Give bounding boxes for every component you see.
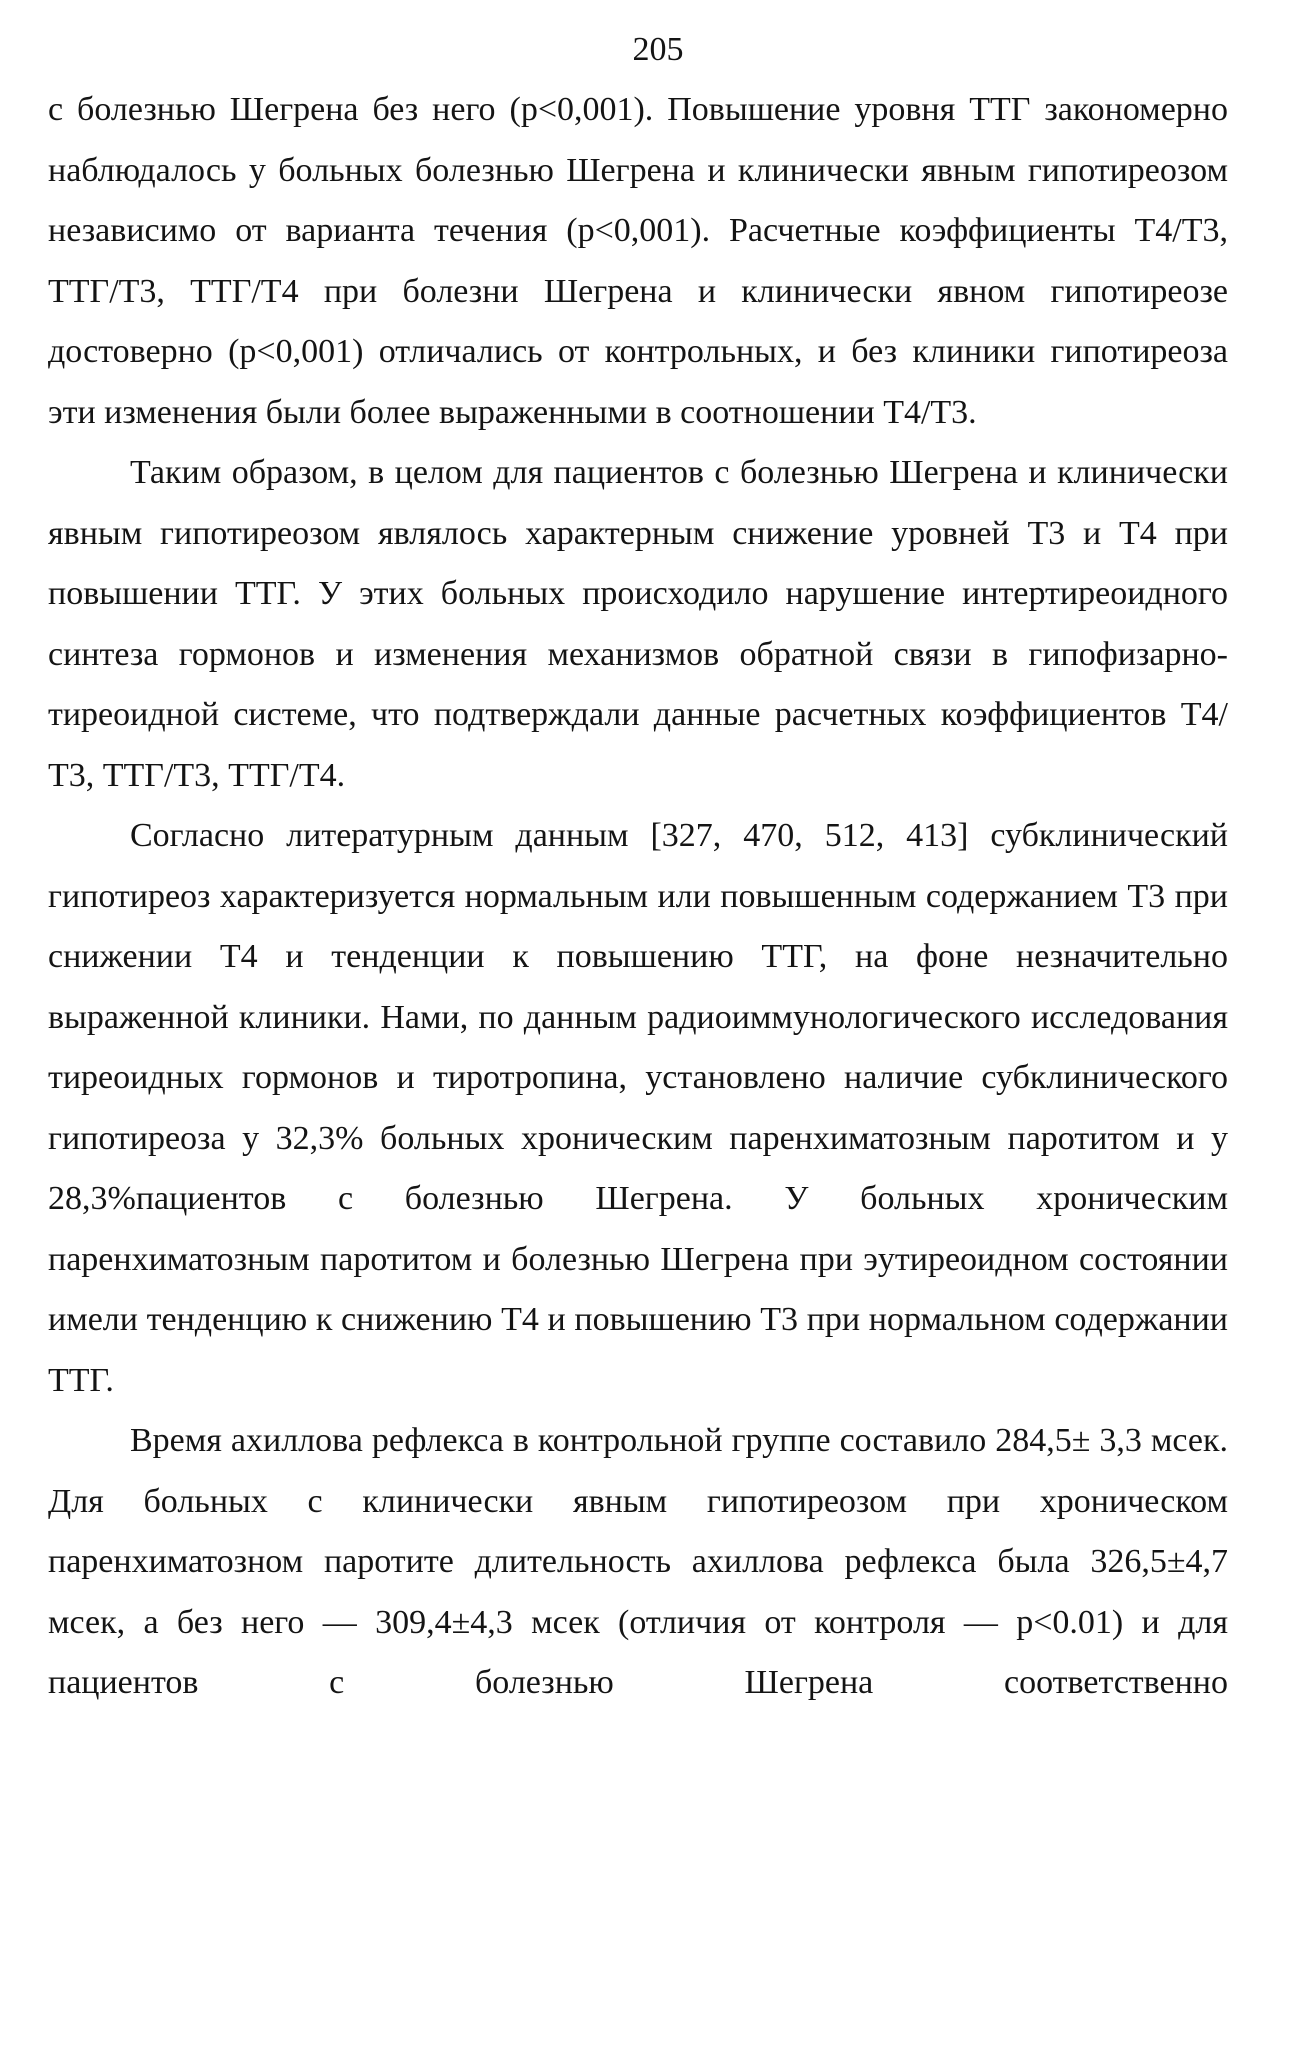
paragraph-1: с болезнью Шегрена без него (p<0,001). Повышение уровня ТТГ закономерно наблюдалось у больных болезнью Шегрена и клинически явным гипотиреозом независимо от варианта течения (p<0,001). Расчетные коэффициенты Т4/Т3, ТТГ/Т3, ТТГ/Т4 при болезни Шегрена и клинически явном гипотиреозе достоверно (p<0,001) отличались от контрольных, и без клиники гипотиреоза эти изменения были более выраженными в соотношении Т4/Т3. xyxy=(48,91,1228,431)
document-page xyxy=(48,20,1228,1714)
paragraph-2: Таким образом, в целом для пациентов с болезнью Шегрена и клинически явным гипотиреозом являлось характерным снижение уровней Т3 и Т4 при повышении ТТГ. У этих больных происходило нарушение интертиреоидного синтеза гормонов и изменения механизмов обратной связи в гипофизарно-тиреоидной системе, что подтверждали данные расчетных коэффициентов Т4/Т3, ТТГ/Т3, ТТГ/Т4. xyxy=(48,454,1228,794)
page-number: 205 xyxy=(632,31,684,68)
paragraph-4: Время ахиллова рефлекса в контрольной группе составило 284,5± 3,3 мсек. Для больных с клинически явным гипотиреозом при хроническом паренхиматозном паротите длительность ахиллова рефлекса была 326,5±4,7 мсек, а без него — 309,4±4,3 мсек (отличия от контроля — p<0.01) и для пациентов с болезнью Шегрена соответственно xyxy=(48,1422,1228,1701)
paragraph-3: Согласно литературным данным [327, 470, 512, 413] субклинический гипотиреоз характеризуется нормальным или повышенным содержанием Т3 при снижении Т4 и тенденции к повышению ТТГ, на фоне незначительно выраженной клиники. Нами, по данным радиоиммунологического исследования тиреоидных гормонов и тиротропина, установлено наличие субклинического гипотиреоза у 32,3% больных хроническим паренхиматозным паротитом и у 28,3%пациентов с болезнью Шегрена. У больных хроническим паренхиматозным паротитом и болезнью Шегрена при эутиреоидном состоянии имели тенденцию к снижению Т4 и повышению Т3 при нормальном содержании ТТГ. xyxy=(48,817,1228,1399)
